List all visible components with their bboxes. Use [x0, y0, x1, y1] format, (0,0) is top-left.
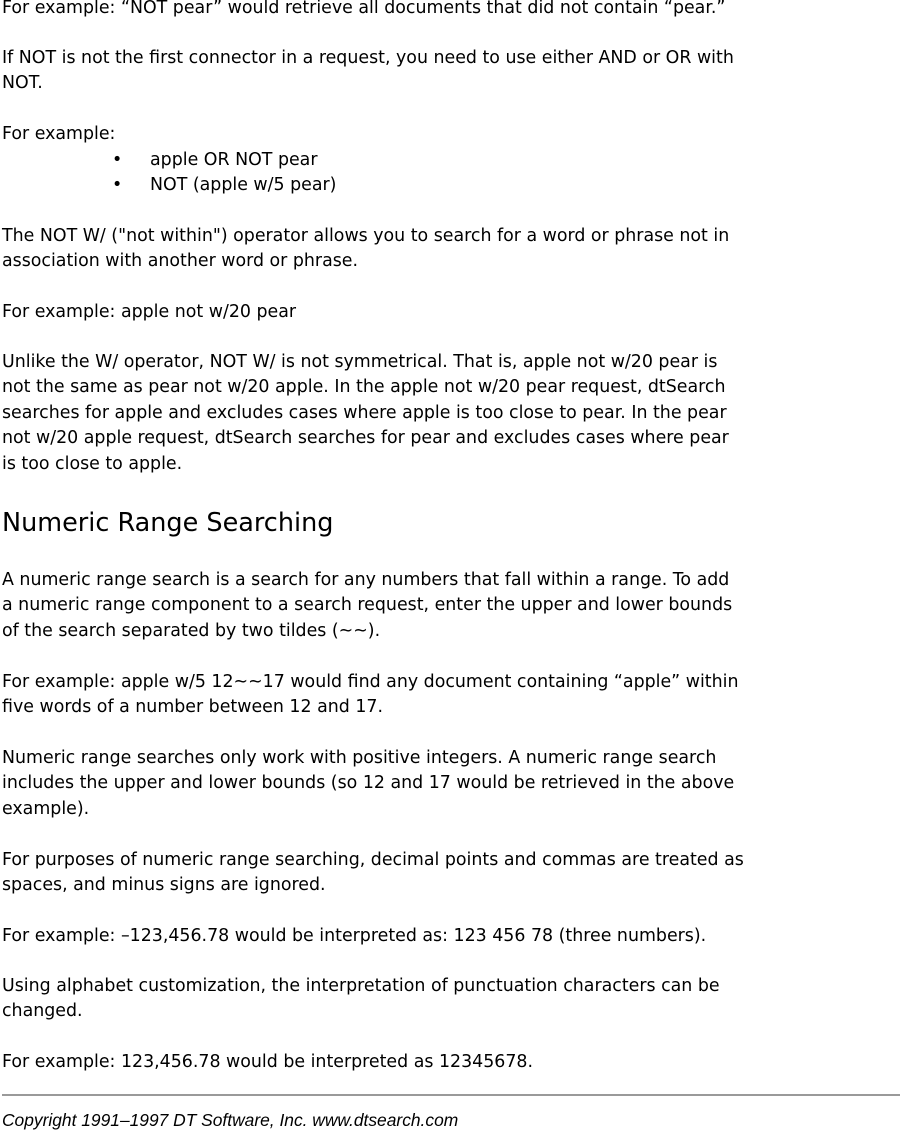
text-line: Numeric range searches only work with positive integers. A numeric range search: [2, 748, 717, 768]
paragraph-alphabet-example: [2, 1050, 533, 1075]
text-line: For example:: [2, 124, 116, 144]
paragraph-for-example: [2, 122, 115, 147]
paragraph-numeric-range-example: [2, 670, 738, 721]
bullet-text: apple OR NOT pear: [150, 150, 318, 170]
text-line: a numeric range component to a search request, enter the upper and lower bounds: [2, 595, 733, 616]
text-line: For example: “NOT pear” would retrieve all documents that did not contain “pear.”: [2, 0, 726, 18]
bullet-marker: •: [112, 175, 123, 195]
text-line: association with another word or phrase.: [2, 251, 359, 272]
text-line: The NOT W/ ("not within") operator allows you to search for a word or phrase not in: [2, 226, 730, 246]
bullet-text: NOT (apple w/5 pear): [150, 175, 337, 195]
paragraph-not-within: [2, 224, 729, 275]
text-line: A numeric range search is a search for any numbers that fall within a range. To add: [2, 570, 730, 590]
text-line: For example: 123,456.78 would be interpreted as 12345678.: [2, 1052, 533, 1072]
text-line: five words of a number between 12 and 17.: [2, 697, 383, 718]
text-line: is too close to apple.: [2, 453, 183, 474]
text-line: not w/20 apple request, dtSearch searches for pear and excludes cases where pear: [2, 428, 729, 449]
bullet-marker: •: [112, 150, 123, 170]
text-line: For example: –123,456.78 would be interpreted as: 123 456 78 (three numbers).: [2, 926, 707, 946]
paragraph-numeric-range-intro: [2, 568, 732, 644]
text-line: example).: [2, 798, 90, 819]
paragraph-not-pear-example: [2, 0, 725, 21]
text-line: For purposes of numeric range searching, decimal points and commas are treated as: [2, 850, 744, 870]
text-line: For example: apple w/5 12~~17 would find any document containing “apple” within: [2, 672, 739, 692]
text-line: changed.: [2, 1001, 83, 1022]
text-line: spaces, and minus signs are ignored.: [2, 875, 326, 896]
paragraph-alphabet-customization: [2, 974, 720, 1025]
paragraph-decimal-points: [2, 848, 744, 899]
text-line: not the same as pear not w/20 apple. In the apple not w/20 pear request, dtSearch: [2, 377, 726, 398]
paragraph-not-connector: [2, 46, 734, 97]
paragraph-positive-integers: [2, 746, 734, 822]
paragraph-not-symmetrical: [2, 350, 729, 477]
text-line: NOT.: [2, 73, 43, 94]
paragraph-not-within-example: [2, 300, 296, 325]
text-line: searches for apple and excludes cases where apple is too close to pear. In the pear: [2, 402, 727, 423]
text-line: includes the upper and lower bounds (so 12 and 17 would be retrieved in the above: [2, 773, 735, 794]
text-line: Using alphabet customization, the interpretation of punctuation characters can be: [2, 976, 720, 996]
text-line: of the search separated by two tildes (~~).: [2, 620, 381, 641]
text-line: For example: apple not w/20 pear: [2, 302, 297, 322]
footer-divider: [2, 1094, 900, 1096]
text-line: If NOT is not the first connector in a request, you need to use either AND or OR with: [2, 48, 734, 68]
copyright-footer: Copyright 1991–1997 DT Software, Inc. www.dtsearch.com: [2, 1110, 459, 1130]
text-line: Unlike the W/ operator, NOT W/ is not symmetrical. That is, apple not w/20 pear is: [2, 352, 718, 372]
section-heading: Numeric Range Searching: [2, 508, 334, 538]
paragraph-decimal-example: [2, 924, 706, 949]
